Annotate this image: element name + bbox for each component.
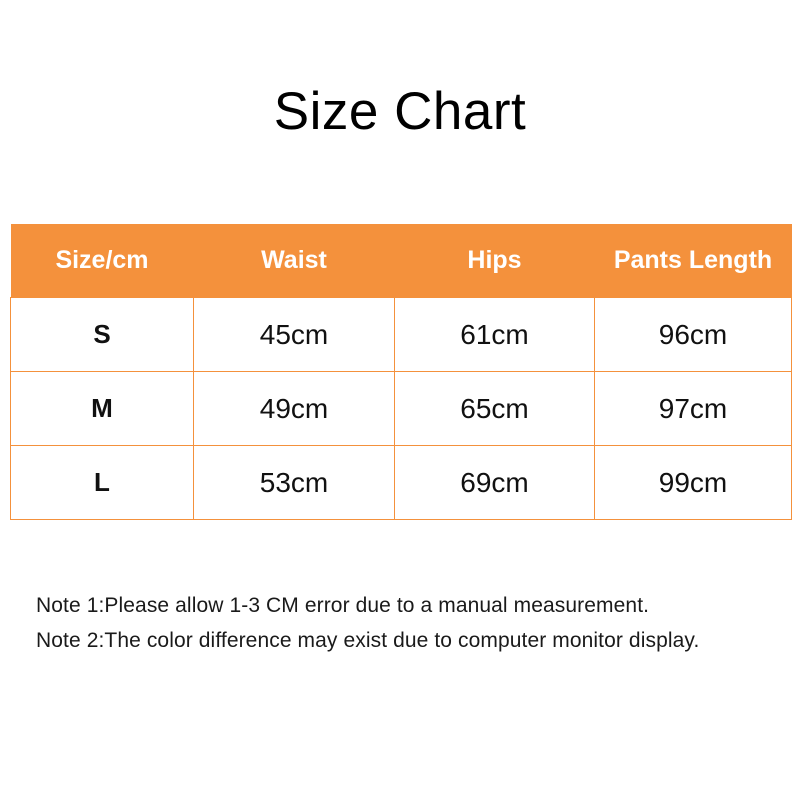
table-header-row [11,224,792,298]
cell-waist: 49cm [194,372,395,446]
size-chart-table [10,224,792,520]
column-header-hips: Hips [395,224,595,298]
cell-hips: 65cm [395,372,595,446]
column-header-size: Size/cm [11,224,194,298]
cell-hips: 61cm [395,298,595,372]
cell-size: M [11,372,194,446]
cell-hips: 69cm [395,446,595,520]
column-header-waist: Waist [194,224,395,298]
size-chart-table-wrapper [10,224,791,520]
table-row [11,372,792,446]
cell-pants-length: 99cm [595,446,792,520]
notes-section [36,588,776,658]
table-header [11,224,792,298]
cell-size: S [11,298,194,372]
table-body [11,298,792,520]
cell-size: L [11,446,194,520]
table-row [11,446,792,520]
cell-pants-length: 97cm [595,372,792,446]
cell-waist: 53cm [194,446,395,520]
cell-waist: 45cm [194,298,395,372]
table-row [11,298,792,372]
page-title: Size Chart [273,82,527,141]
cell-pants-length: 96cm [595,298,792,372]
note-1: Note 1:Please allow 1-3 CM error due to a manual measurement. [36,594,650,617]
note-2: Note 2:The color difference may exist due to computer monitor display. [36,629,700,652]
column-header-pants-length: Pants Length [595,224,792,298]
